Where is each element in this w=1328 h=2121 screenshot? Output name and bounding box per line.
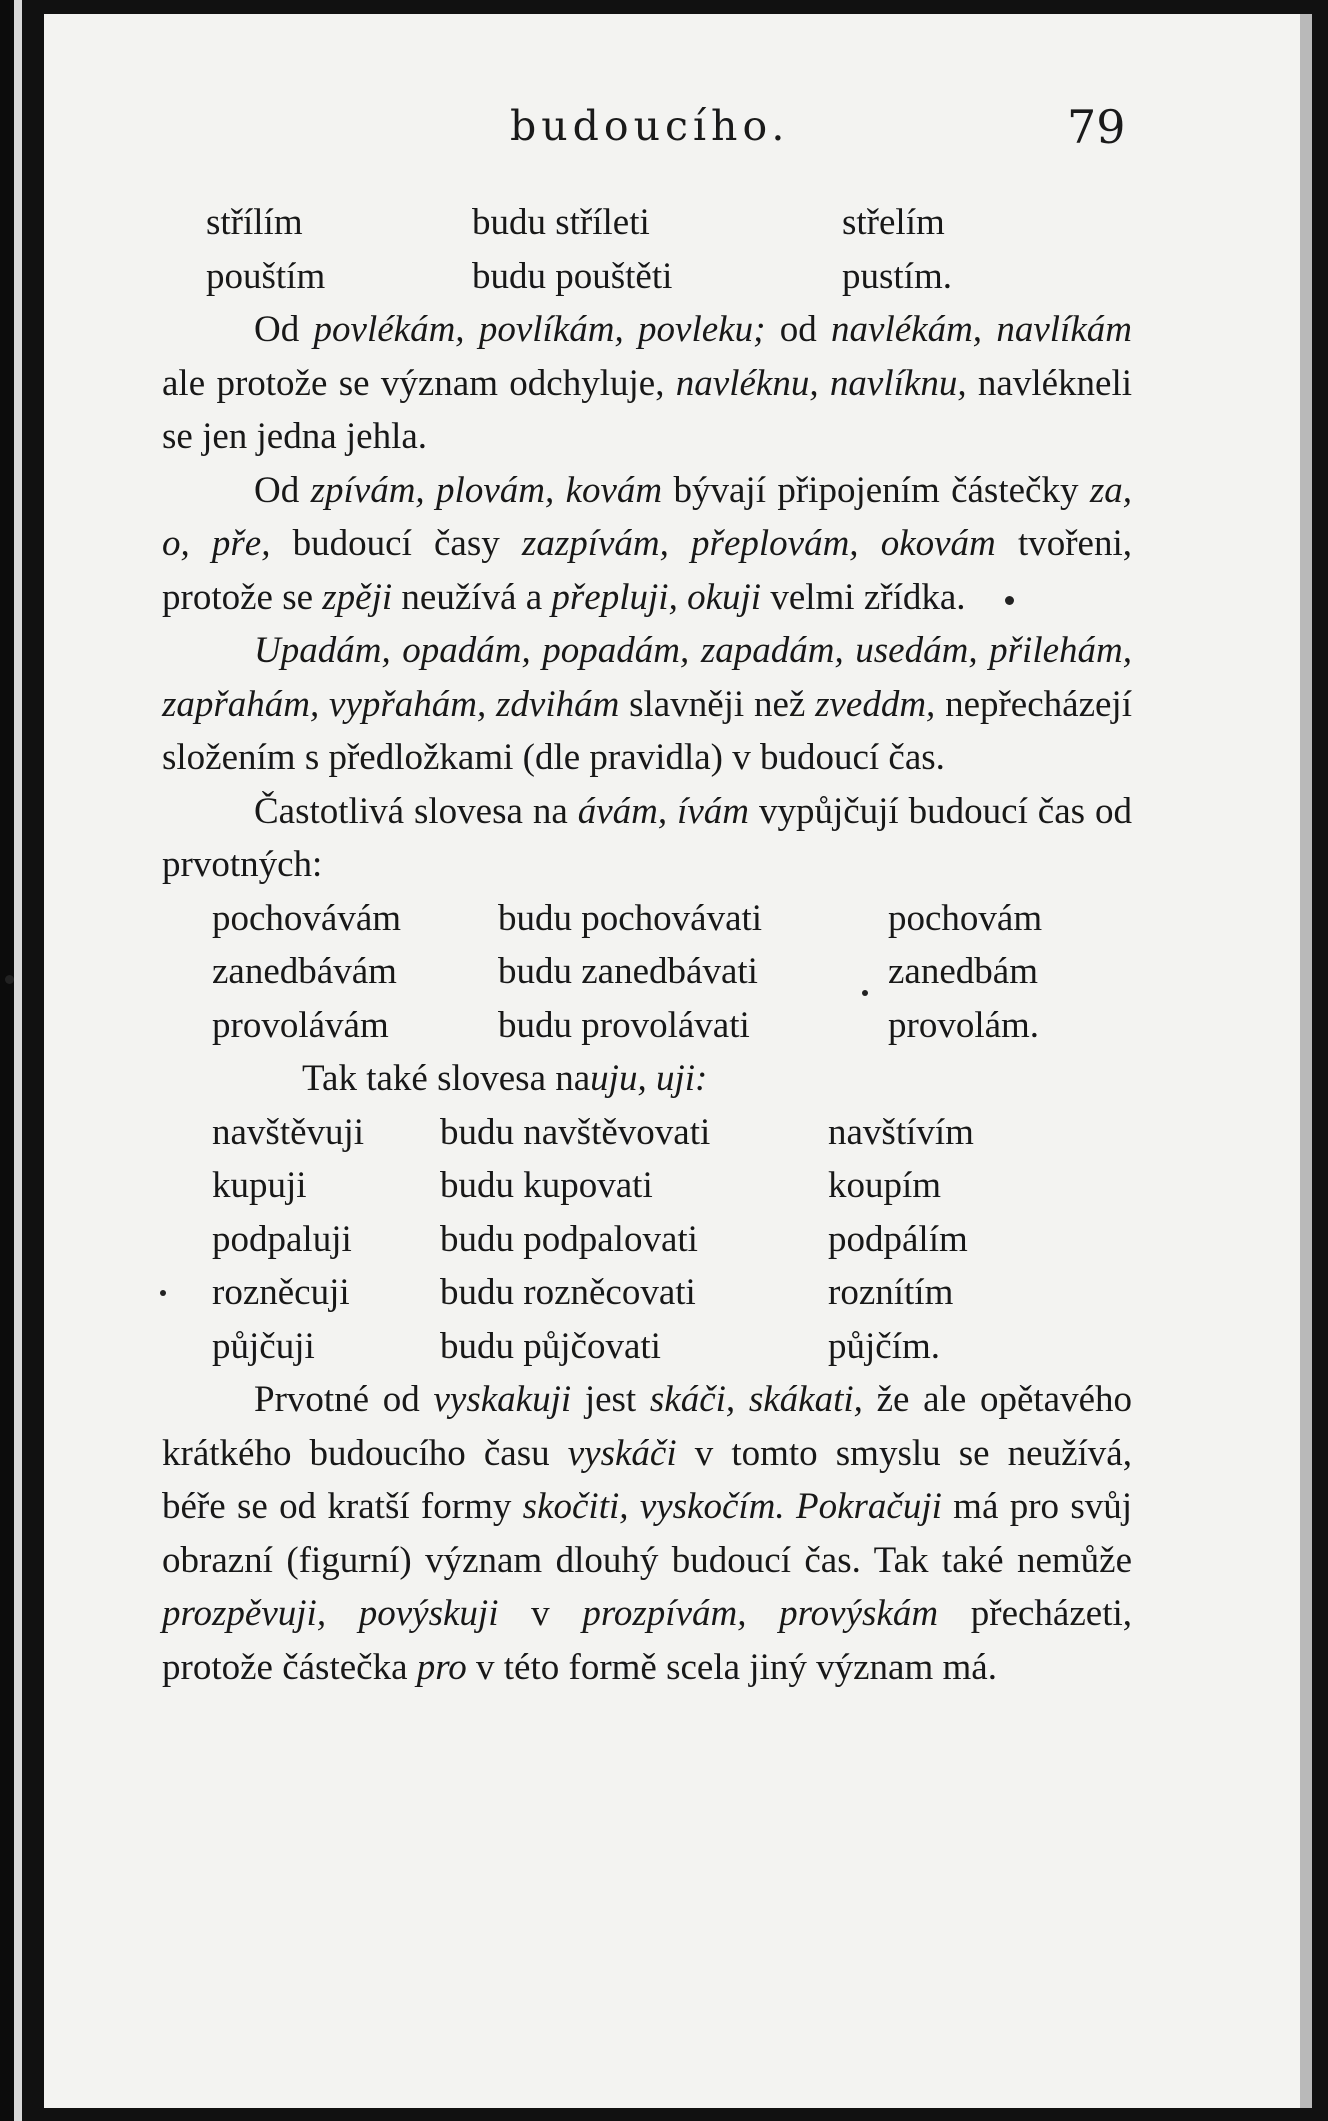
table-cell: budu pouštěti bbox=[472, 255, 673, 297]
text: nepřecházejí složením s předložkami (dle pravidla) v budoucí čas. bbox=[162, 683, 1132, 778]
paragraph bbox=[162, 785, 1132, 892]
italic-term: za, o, pře, bbox=[162, 469, 1132, 564]
text: v tomto smyslu se neužívá, béře se od kratší formy bbox=[162, 1432, 1132, 1527]
table-cell: budu stříleti bbox=[472, 202, 650, 243]
text: bývají připojením částečky bbox=[662, 469, 1090, 511]
table-cell: zanedbávám bbox=[212, 951, 397, 992]
italic-term: zpěji bbox=[322, 576, 393, 618]
table-cell: podpálím bbox=[828, 1218, 968, 1260]
text: Od bbox=[254, 469, 311, 511]
table-cell: navštívím bbox=[828, 1111, 974, 1153]
italic-term: Upadám, opadám, popadám, zapadám, usedám, přilehám, zapřahám, vypřahám, zdvihám bbox=[162, 630, 1132, 725]
italic-term: vyskakuji bbox=[433, 1379, 572, 1420]
text: v bbox=[498, 1593, 583, 1634]
table-cell: podpaluji bbox=[212, 1218, 352, 1260]
table-row bbox=[162, 999, 1132, 1053]
table-cell: zanedbám bbox=[888, 951, 1038, 992]
scan-speck bbox=[5, 975, 14, 984]
table-cell: budu půjčovati bbox=[440, 1325, 661, 1367]
table-cell: budu pochovávati bbox=[498, 897, 763, 939]
table-row bbox=[162, 1213, 1132, 1267]
italic-term: zpívám, plovám, kovám bbox=[310, 469, 663, 511]
table-cell: provolávám bbox=[212, 1004, 389, 1046]
table-row bbox=[162, 892, 1132, 946]
text bbox=[785, 1486, 796, 1527]
table-cell: rozněcuji bbox=[212, 1272, 350, 1313]
text: v této formě scela jiný význam má. bbox=[466, 1646, 997, 1688]
paragraph bbox=[162, 303, 1132, 464]
table-cell: budu rozněcovati bbox=[440, 1272, 696, 1313]
running-title: budoucího. bbox=[510, 102, 790, 150]
text: tvořeni, protože se bbox=[162, 523, 1132, 618]
text: Prvotné od bbox=[254, 1379, 434, 1420]
text: Častotlivá slovesa na bbox=[254, 790, 578, 832]
table-cell: roznítím bbox=[828, 1272, 954, 1313]
italic-term: přepluji, okuji bbox=[551, 576, 762, 618]
table-cell: budu provolávati bbox=[498, 1004, 750, 1046]
table-row bbox=[162, 1106, 1132, 1160]
table-cell: kupuji bbox=[212, 1165, 307, 1206]
italic-term: prozpívám, provýskám bbox=[582, 1593, 939, 1634]
table-intro-line bbox=[162, 1052, 1132, 1106]
text: budoucí časy bbox=[270, 523, 522, 564]
text: ale protože se význam odchyluje, bbox=[162, 362, 676, 404]
text: že ale opětavého krátkého budoucího času bbox=[162, 1379, 1132, 1474]
italic-term: prozpěvuji, povýskuji bbox=[162, 1593, 499, 1634]
italic-term: ávám, ívám bbox=[577, 790, 749, 832]
table-row bbox=[162, 196, 1132, 250]
table-row bbox=[162, 945, 1132, 999]
table-cell: pochovávám bbox=[212, 897, 402, 939]
paragraph bbox=[162, 464, 1132, 625]
italic-term: navlékám, navlíkám bbox=[831, 309, 1132, 350]
text: přecházeti, protože částečka bbox=[162, 1593, 1133, 1688]
table-cell: půjčuji bbox=[212, 1325, 315, 1367]
text: neužívá a bbox=[392, 576, 552, 618]
italic-term: zveddm, bbox=[815, 683, 936, 725]
italic-term: skočiti, vyskočím. bbox=[522, 1486, 785, 1527]
page-right-shadow bbox=[1300, 14, 1312, 2108]
italic-term: vyskáči bbox=[567, 1432, 677, 1474]
conjugation-table-2 bbox=[162, 892, 1132, 1053]
table-cell: budu kupovati bbox=[440, 1165, 653, 1206]
text: Od bbox=[254, 309, 314, 350]
table-cell: pustím. bbox=[842, 255, 952, 297]
italic-term: uju, uji: bbox=[590, 1058, 708, 1099]
italic-term: povlékám, povlíkám, povleku; bbox=[313, 309, 766, 350]
table-cell: provolám. bbox=[888, 1004, 1040, 1046]
text: velmi zřídka. bbox=[761, 576, 966, 618]
text: od bbox=[765, 309, 832, 350]
text: Tak také slovesa na bbox=[302, 1058, 591, 1099]
text: navlékneli se jen jedna jehla. bbox=[162, 362, 1133, 457]
text: má pro svůj obrazní (figurní) význam dlouhý budoucí čas. Tak také nemůže bbox=[162, 1486, 1133, 1581]
table-cell: pouštím bbox=[206, 255, 326, 297]
table-cell: budu podpalovati bbox=[440, 1218, 698, 1260]
text: jest bbox=[571, 1379, 650, 1420]
table-cell: koupím bbox=[828, 1165, 942, 1206]
table-row bbox=[162, 1266, 1132, 1320]
italic-term: Pokračuji bbox=[795, 1486, 942, 1527]
table-cell: střílím bbox=[206, 202, 303, 243]
running-head bbox=[44, 102, 1312, 162]
italic-term: zazpívám, přeplovám, okovám bbox=[521, 523, 996, 564]
table-cell: navštěvuji bbox=[212, 1111, 365, 1153]
paragraph bbox=[162, 624, 1132, 785]
italic-term: navléknu, navlíknu, bbox=[675, 362, 967, 404]
table-row bbox=[162, 1159, 1132, 1213]
conjugation-table-3 bbox=[162, 1106, 1132, 1374]
table-row bbox=[162, 1320, 1132, 1374]
page-number: 79 bbox=[1067, 100, 1126, 154]
table-cell: střelím bbox=[842, 202, 945, 243]
text: slavněji než bbox=[619, 683, 816, 725]
table-cell: pochovám bbox=[888, 897, 1043, 939]
conjugation-table-1 bbox=[162, 196, 1132, 303]
paragraph bbox=[162, 1373, 1132, 1694]
scan-left-strip bbox=[14, 0, 22, 2121]
page-body bbox=[162, 196, 1132, 1694]
italic-term: skáči, skákati, bbox=[649, 1379, 863, 1420]
italic-term: pro bbox=[416, 1646, 467, 1688]
table-cell: půjčím. bbox=[828, 1325, 941, 1367]
table-cell: budu navštěvovati bbox=[440, 1111, 711, 1153]
text: vypůjčují budoucí čas od prvotných: bbox=[162, 790, 1132, 885]
table-row bbox=[162, 250, 1132, 304]
table-cell: budu zanedbávati bbox=[498, 951, 758, 992]
